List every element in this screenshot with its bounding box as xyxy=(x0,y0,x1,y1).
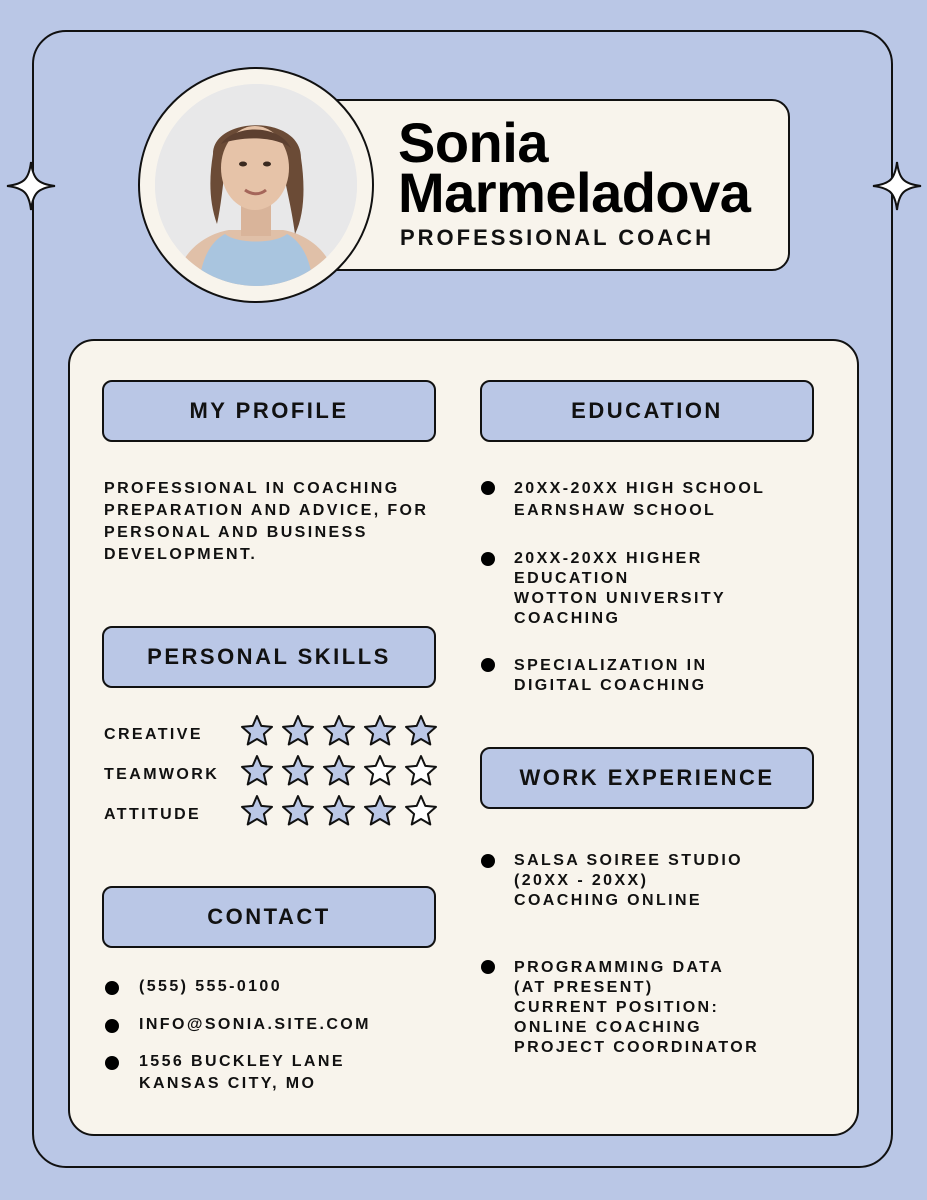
star-filled-icon xyxy=(363,794,397,828)
star-filled-icon xyxy=(322,794,356,828)
star-empty-icon xyxy=(404,754,438,788)
star-filled-icon xyxy=(281,794,315,828)
contact-email: INFO@SONIA.SITE.COM xyxy=(139,1016,371,1033)
star-filled-icon xyxy=(363,714,397,748)
star-filled-icon xyxy=(322,714,356,748)
star-empty-icon xyxy=(404,794,438,828)
portrait-photo xyxy=(155,84,357,286)
last-name: Marmeladova xyxy=(398,161,751,224)
bullet-icon xyxy=(105,981,119,995)
education-item: 20XX-20XX HIGHER EDUCATION WOTTON UNIVERSITY COACHING xyxy=(514,550,727,627)
bullet-icon xyxy=(481,854,495,868)
contact-heading: CONTACT xyxy=(102,886,436,948)
education-item: 20XX-20XX HIGH SCHOOL EARNSHAW SCHOOL xyxy=(514,480,766,519)
bullet-icon xyxy=(481,658,495,672)
star-filled-icon xyxy=(240,714,274,748)
bullet-icon xyxy=(481,481,495,495)
skills-heading: PERSONAL SKILLS xyxy=(102,626,436,688)
bullet-icon xyxy=(481,960,495,974)
skill-label: CREATIVE xyxy=(104,726,203,743)
contact-address: 1556 BUCKLEY LANE KANSAS CITY, MO xyxy=(139,1053,345,1092)
education-heading: EDUCATION xyxy=(480,380,814,442)
bullet-icon xyxy=(105,1056,119,1070)
star-filled-icon xyxy=(240,754,274,788)
star-filled-icon xyxy=(281,714,315,748)
skill-label: ATTITUDE xyxy=(104,806,202,823)
photo-frame xyxy=(138,67,374,303)
star-empty-icon xyxy=(363,754,397,788)
contact-phone: (555) 555-0100 xyxy=(139,978,283,995)
star-filled-icon xyxy=(322,754,356,788)
skill-label: TEAMWORK xyxy=(104,766,220,783)
first-name: Sonia xyxy=(398,111,548,174)
profile-text: PROFESSIONAL IN COACHING PREPARATION AND ADVICE, FOR PERSONAL AND BUSINESS DEVELOPMENT. xyxy=(104,480,429,563)
bullet-icon xyxy=(105,1019,119,1033)
work-item: PROGRAMMING DATA (AT PRESENT) CURRENT POSITION: ONLINE COACHING PROJECT COORDINATOR xyxy=(514,959,760,1056)
job-title: PROFESSIONAL COACH xyxy=(400,225,714,250)
work-item: SALSA SOIREE STUDIO (20XX - 20XX) COACHING ONLINE xyxy=(514,852,744,909)
bullet-icon xyxy=(481,552,495,566)
sparkle-left-icon xyxy=(6,161,56,211)
star-filled-icon xyxy=(281,754,315,788)
star-filled-icon xyxy=(240,794,274,828)
star-filled-icon xyxy=(404,714,438,748)
work-heading: WORK EXPERIENCE xyxy=(480,747,814,809)
profile-heading: MY PROFILE xyxy=(102,380,436,442)
sparkle-right-icon xyxy=(872,161,922,211)
education-item: SPECIALIZATION IN DIGITAL COACHING xyxy=(514,657,708,694)
